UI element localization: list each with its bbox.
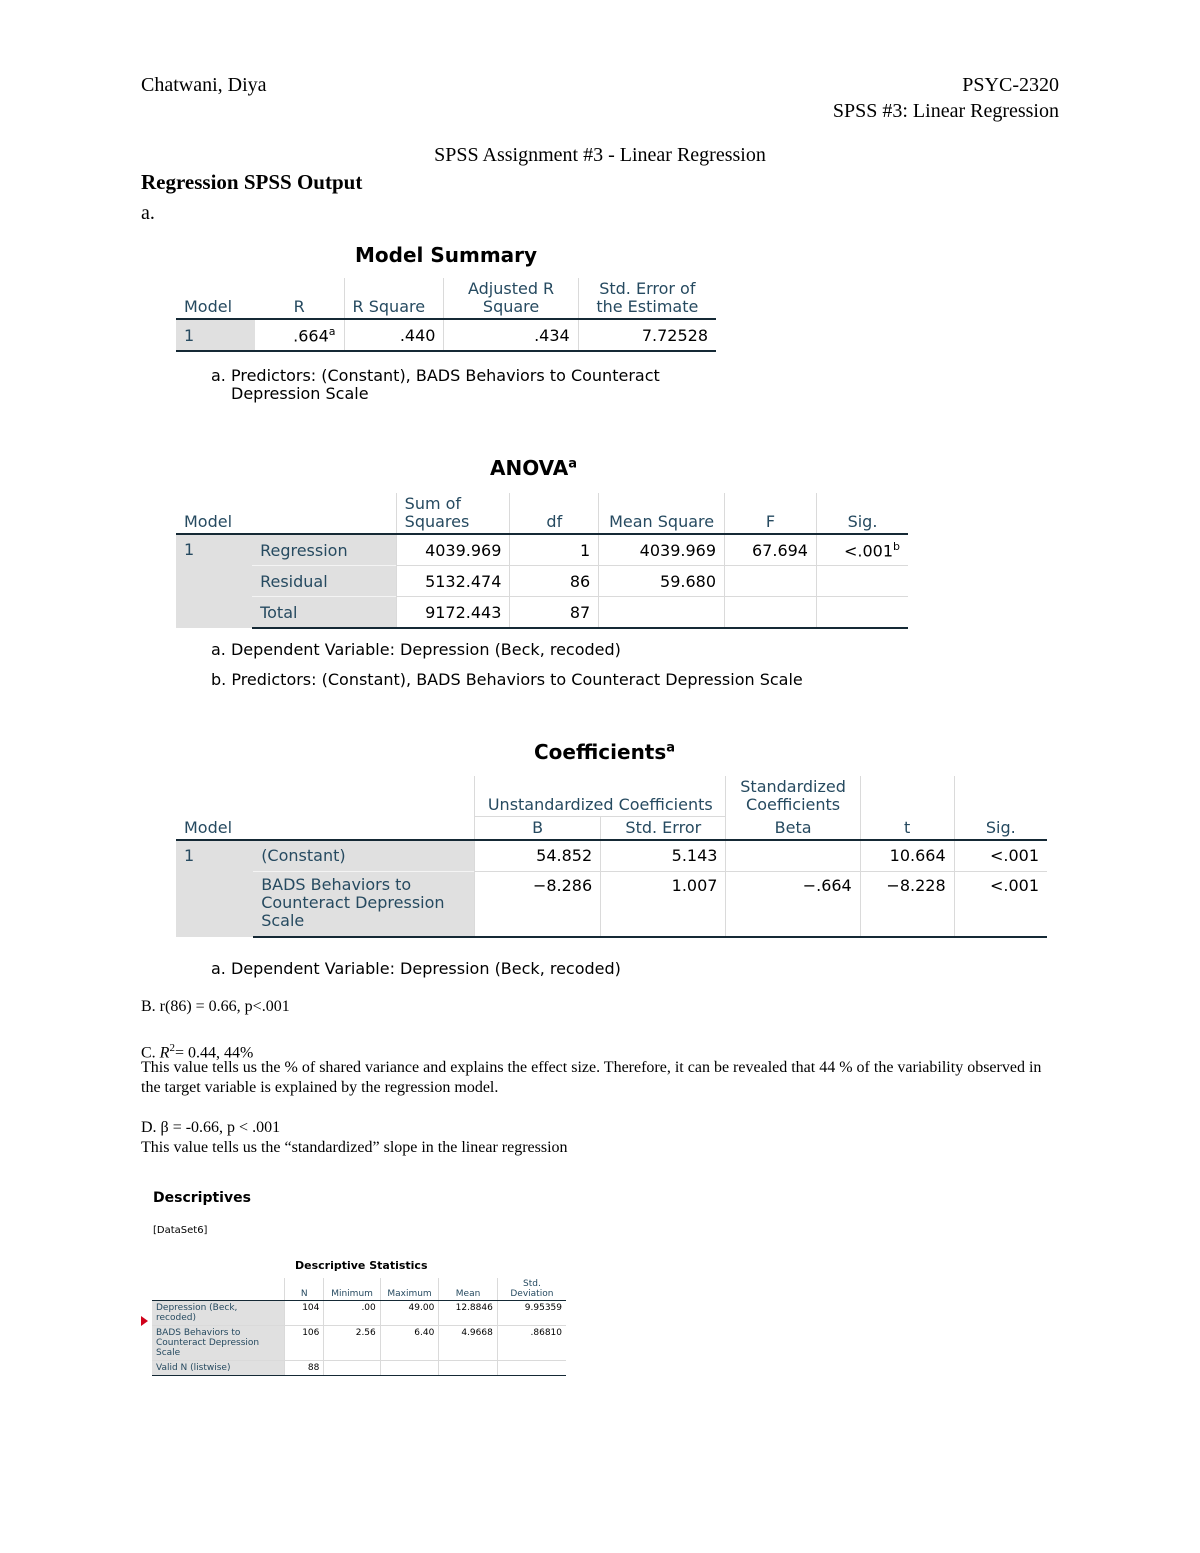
cell-ms: [599, 597, 725, 629]
cell-n: 88: [285, 1361, 324, 1376]
anova-footnote-a: a. Dependent Variable: Depression (Beck, recoded): [211, 640, 621, 659]
section-heading: Regression SPSS Output: [141, 170, 363, 194]
col-unstandardized: Unstandardized Coefficients: [475, 776, 726, 816]
cell-model: 1: [176, 840, 253, 937]
answer-d: D. β = -0.66, p < .001: [141, 1119, 281, 1136]
table-row: [176, 840, 1047, 872]
col-standardized: Standardized Coefficients: [726, 776, 860, 816]
cell-se: 5.143: [601, 840, 726, 872]
col-std-error: Std. Error of the Estimate: [578, 278, 716, 319]
table-row: [152, 1301, 566, 1326]
cell-std-deviation: .86810: [497, 1326, 566, 1361]
table-row: [176, 597, 908, 629]
row-label-residual: Residual: [252, 566, 396, 597]
row-label-constant: (Constant): [253, 840, 474, 872]
author-name: Chatwani, Diya: [141, 74, 267, 96]
coefficients-table: [176, 776, 1047, 938]
col-t: t: [860, 816, 954, 840]
col-adj-r-square: Adjusted R Square: [444, 278, 578, 319]
col-maximum: Maximum: [380, 1278, 439, 1301]
col-sig: Sig.: [954, 816, 1047, 840]
row-label-total: Total: [252, 597, 396, 629]
col-r-square: R Square: [344, 278, 444, 319]
cell-mean: 12.8846: [439, 1301, 498, 1326]
cell-minimum: [324, 1361, 380, 1376]
descriptive-statistics-table: [152, 1278, 566, 1376]
cell-std-deviation: 9.95359: [497, 1301, 566, 1326]
anova-table: [176, 493, 908, 629]
cell-maximum: 49.00: [380, 1301, 439, 1326]
col-sum-of-squares: Sum of Squares: [396, 493, 510, 534]
cell-sig: <.001$^b$: [816, 534, 908, 566]
col-b: B: [475, 816, 601, 840]
cell-ss: 9172.443: [396, 597, 510, 629]
cell-sig: [816, 597, 908, 629]
cell-minimum: 2.56: [324, 1326, 380, 1361]
table-row: [176, 319, 716, 351]
cell-model: 1: [176, 534, 252, 628]
col-minimum: Minimum: [324, 1278, 380, 1301]
part-a-label: a.: [141, 202, 155, 224]
cell-n: 104: [285, 1301, 324, 1326]
cell-beta: [726, 840, 860, 872]
col-beta: Beta: [726, 816, 860, 840]
cell-ms: 59.680: [599, 566, 725, 597]
row-label-valid-n: Valid N (listwise): [152, 1361, 285, 1376]
cell-mean: [439, 1361, 498, 1376]
row-marker-icon: [141, 1316, 148, 1326]
table-row: [152, 1361, 566, 1376]
model-summary-footnote: a. Predictors: (Constant), BADS Behaviors to Counteract Depression Scale: [211, 366, 660, 403]
row-label-bads: BADS Behaviors to Counteract Depression Scale: [253, 871, 474, 937]
cell-df: 87: [510, 597, 599, 629]
col-model: Model: [176, 493, 252, 534]
cell-std-error: 7.72528: [578, 319, 716, 351]
col-df: df: [510, 493, 599, 534]
answer-c-explanation: This value tells us the % of shared variance and explains the effect size. Therefore, it can be revealed that 44 % of the variability observed in the target variable is explained by the regression model.: [141, 1059, 1042, 1096]
course-code: PSYC-2320: [962, 74, 1059, 96]
cell-b: 54.852: [475, 840, 601, 872]
cell-ss: 4039.969: [396, 534, 510, 566]
model-summary-table: [176, 278, 716, 352]
cell-t: −8.228: [860, 871, 954, 937]
cell-b: −8.286: [475, 871, 601, 937]
cell-f: [725, 566, 817, 597]
row-label-bads: BADS Behaviors to Counteract Depression Scale: [152, 1326, 285, 1361]
cell-beta: −.664: [726, 871, 860, 937]
cell-se: 1.007: [601, 871, 726, 937]
cell-f: 67.694: [725, 534, 817, 566]
assignment-label: SPSS #3: Linear Regression: [832, 100, 1059, 122]
cell-model: 1: [176, 319, 255, 351]
cell-mean: 4.9668: [439, 1326, 498, 1361]
col-sig: Sig.: [816, 493, 908, 534]
anova-title: ANOVA$^a$: [490, 456, 578, 480]
cell-df: 1: [510, 534, 599, 566]
cell-sig: <.001: [954, 840, 1047, 872]
document-title: SPSS Assignment #3 - Linear Regression: [434, 144, 766, 166]
descriptive-statistics-title: Descriptive Statistics: [295, 1259, 428, 1272]
cell-r-square: .440: [344, 319, 444, 351]
cell-r: .664$^a$: [255, 319, 344, 351]
dataset-label: [DataSet6]: [153, 1225, 208, 1236]
cell-maximum: [380, 1361, 439, 1376]
col-model: Model: [176, 816, 253, 840]
table-row: [176, 534, 908, 566]
col-r: R: [255, 278, 344, 319]
model-summary-title: Model Summary: [355, 243, 538, 267]
cell-adj-r-square: .434: [444, 319, 578, 351]
descriptives-heading: Descriptives: [153, 1190, 251, 1206]
cell-n: 106: [285, 1326, 324, 1361]
col-mean-square: Mean Square: [599, 493, 725, 534]
answer-d-explanation: This value tells us the “standardized” slope in the linear regression: [141, 1139, 568, 1156]
row-label-depression: Depression (Beck, recoded): [152, 1301, 285, 1326]
col-n: N: [285, 1278, 324, 1301]
col-model: Model: [176, 278, 255, 319]
answer-b: B. r(86) = 0.66, p<.001: [141, 998, 290, 1015]
cell-t: 10.664: [860, 840, 954, 872]
cell-minimum: .00: [324, 1301, 380, 1326]
answer-c: C. $R^2= 0.44$, 44%: [141, 1042, 254, 1062]
col-std-deviation: Std. Deviation: [497, 1278, 566, 1301]
anova-footnote-b: b. Predictors: (Constant), BADS Behaviors to Counteract Depression Scale: [211, 670, 803, 689]
coefficients-title: Coefficients$^a$: [534, 740, 676, 764]
coefficients-footnote: a. Dependent Variable: Depression (Beck, recoded): [211, 959, 621, 978]
table-row: [176, 871, 1047, 937]
table-row: [152, 1326, 566, 1361]
cell-df: 86: [510, 566, 599, 597]
cell-sig: [816, 566, 908, 597]
col-f: F: [725, 493, 817, 534]
cell-sig: <.001: [954, 871, 1047, 937]
cell-std-deviation: [497, 1361, 566, 1376]
col-std-error: Std. Error: [601, 816, 726, 840]
cell-maximum: 6.40: [380, 1326, 439, 1361]
cell-ss: 5132.474: [396, 566, 510, 597]
cell-ms: 4039.969: [599, 534, 725, 566]
col-mean: Mean: [439, 1278, 498, 1301]
table-row: [176, 566, 908, 597]
cell-f: [725, 597, 817, 629]
row-label-regression: Regression: [252, 534, 396, 566]
